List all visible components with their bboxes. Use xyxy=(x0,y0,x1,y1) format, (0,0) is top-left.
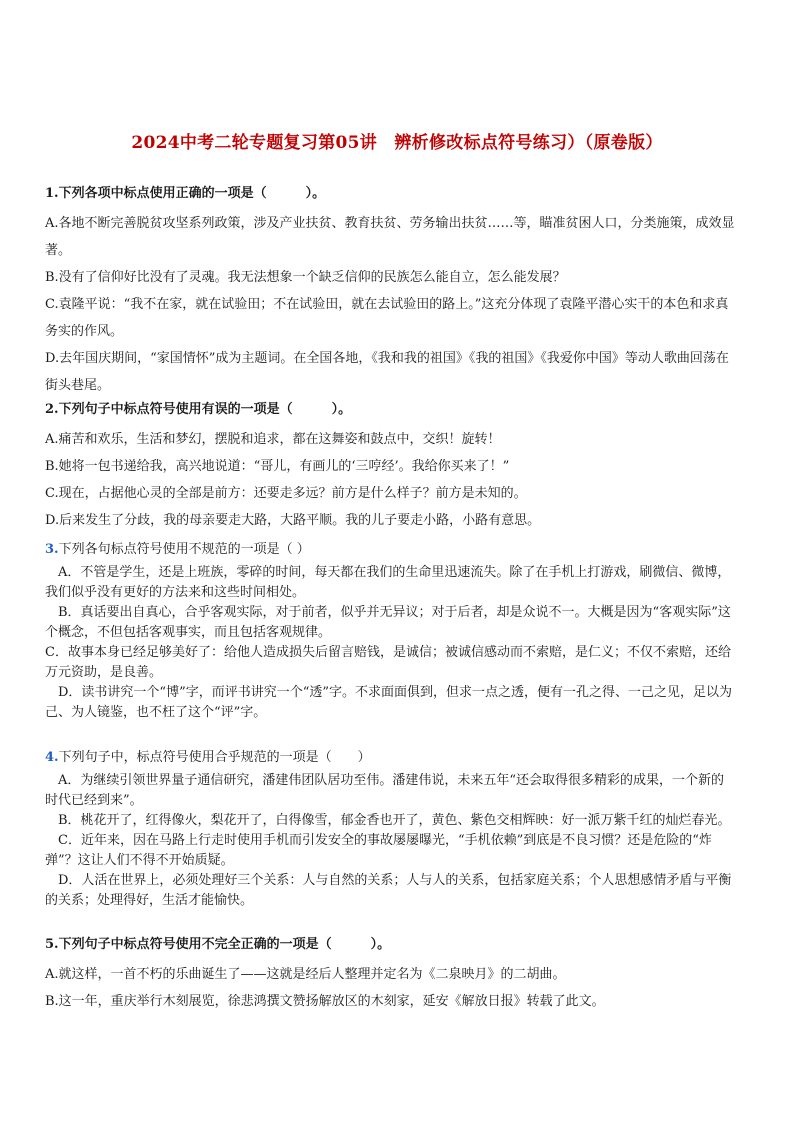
option-a: A.痛苦和欢乐，生活和梦幻，摆脱和追求，都在这舞姿和鼓点中，交织！旋转！ xyxy=(45,432,501,447)
question-4 xyxy=(45,748,735,911)
option-c: C．近年来，因在马路上行走时使用手机而引发安全的事故屡屡曝光，“手机依赖”到底是不良习惯？还是危险的“炸弹”？这让人们不得不开始质疑。 xyxy=(45,833,712,868)
question-stem: 5.下列句子中标点符号使用不完全正确的一项是（ ）。 xyxy=(45,937,391,952)
question-stem: 下列各句标点符号使用不规范的一项是（ ） xyxy=(58,542,310,557)
option-c: C.现在，占据他心灵的全部是前方：还要走多远？前方是什么样子？前方是未知的。 xyxy=(45,486,527,501)
question-1 xyxy=(45,184,735,399)
question-number: 4. xyxy=(45,750,59,765)
option-b: B.这一年，重庆举行木刻展览，徐悲鸿撰文赞扬解放区的木刻家，延安《解放日报》转载了此文。 xyxy=(45,994,605,1009)
option-b: B．桃花开了，红得像火，梨花开了，白得像雪，郁金香也开了，黄色、紫色交相辉映：好一派万紫千红的灿烂春光。 xyxy=(58,813,731,828)
question-stem: 2.下列句子中标点符号使用有误的一项是（ ）。 xyxy=(45,402,352,417)
option-d: D．人活在世界上，必须处理好三个关系：人与自然的关系；人与人的关系，包括家庭关系；个人思想感情矛盾与平衡的关系；处理得好，生活才能愉快。 xyxy=(45,873,732,908)
option-b: B．真话要出自真心，合乎客观实际，对于前者，似乎并无异议；对于后者，却是众说不一。大概是因为“客观实际”这个概念，不但包括客观事实，而且包括客观规律。 xyxy=(45,605,731,640)
question-stem: 1.下列各项中标点使用正确的一项是（ ）。 xyxy=(45,186,326,201)
option-b: B.没有了信仰好比没有了灵魂。我无法想象一个缺乏信仰的民族怎么能自立，怎么能发展？ xyxy=(45,270,566,285)
option-d: D.后来发生了分歧，我的母亲要走大路，大路平顺。我的儿子要走小路，小路有意思。 xyxy=(45,513,541,528)
option-a: A.各地不断完善脱贫攻坚系列政策，涉及产业扶贫、教育扶贫、劳务输出扶贫……等，瞄准贫困人口，分类施策，成效显著。 xyxy=(45,216,735,258)
question-3 xyxy=(45,540,735,723)
question-5 xyxy=(45,935,735,1015)
question-number: 3. xyxy=(45,542,59,557)
option-d: D．读书讲究一个“博”字，而评书讲究一个“透”字。不求面面俱到，但求一点之透，便有一孔之得、一己之见，足以为己、为人镜鉴，也不枉了这个“评”字。 xyxy=(45,685,733,720)
option-a: A.就这样，一首不朽的乐曲诞生了——这就是经后人整理并定名为《二泉映月》的二胡曲。 xyxy=(45,967,566,982)
page-title: 2024中考二轮专题复习第05讲 辨析修改标点符号练习）（原卷版） xyxy=(131,133,663,153)
option-c: C.袁隆平说：“我不在家，就在试验田；不在试验田，就在去试验田的路上。”这充分体现了袁隆平潜心实干的本色和求真务实的作风。 xyxy=(45,297,729,339)
option-b: B.她将一包书递给我，高兴地说道：“哥儿，有画儿的‘三哼经’。我给你买来了！” xyxy=(45,459,510,474)
option-d: D.去年国庆期间，“家国情怀”成为主题词。在全国各地，《我和我的祖国》《我的祖国》《我爱你中国》等动人歌曲回荡在街头巷尾。 xyxy=(45,351,729,393)
option-a: A．不管是学生，还是上班族，零碎的时间，每天都在我们的生命里迅速流失。除了在手机上打游戏，刷微信、微博，我们似乎没有更好的方法来和这些时间相处。 xyxy=(45,565,731,600)
option-a: A．为继续引领世界量子通信研究，潘建伟团队居功至伟。潘建伟说，未来五年“还会取得很多精彩的成果，一个新的时代已经到来”。 xyxy=(45,773,725,808)
option-c: C．故事本身已经足够美好了：给他人造成损失后留言赔钱，是诚信；被诚信感动而不索赔，是仁义；不仅不索赔，还给万元资助，是良善。 xyxy=(45,645,731,680)
question-2 xyxy=(45,400,735,534)
question-stem: 下列句子中，标点符号使用合乎规范的一项是（ ） xyxy=(58,750,371,765)
